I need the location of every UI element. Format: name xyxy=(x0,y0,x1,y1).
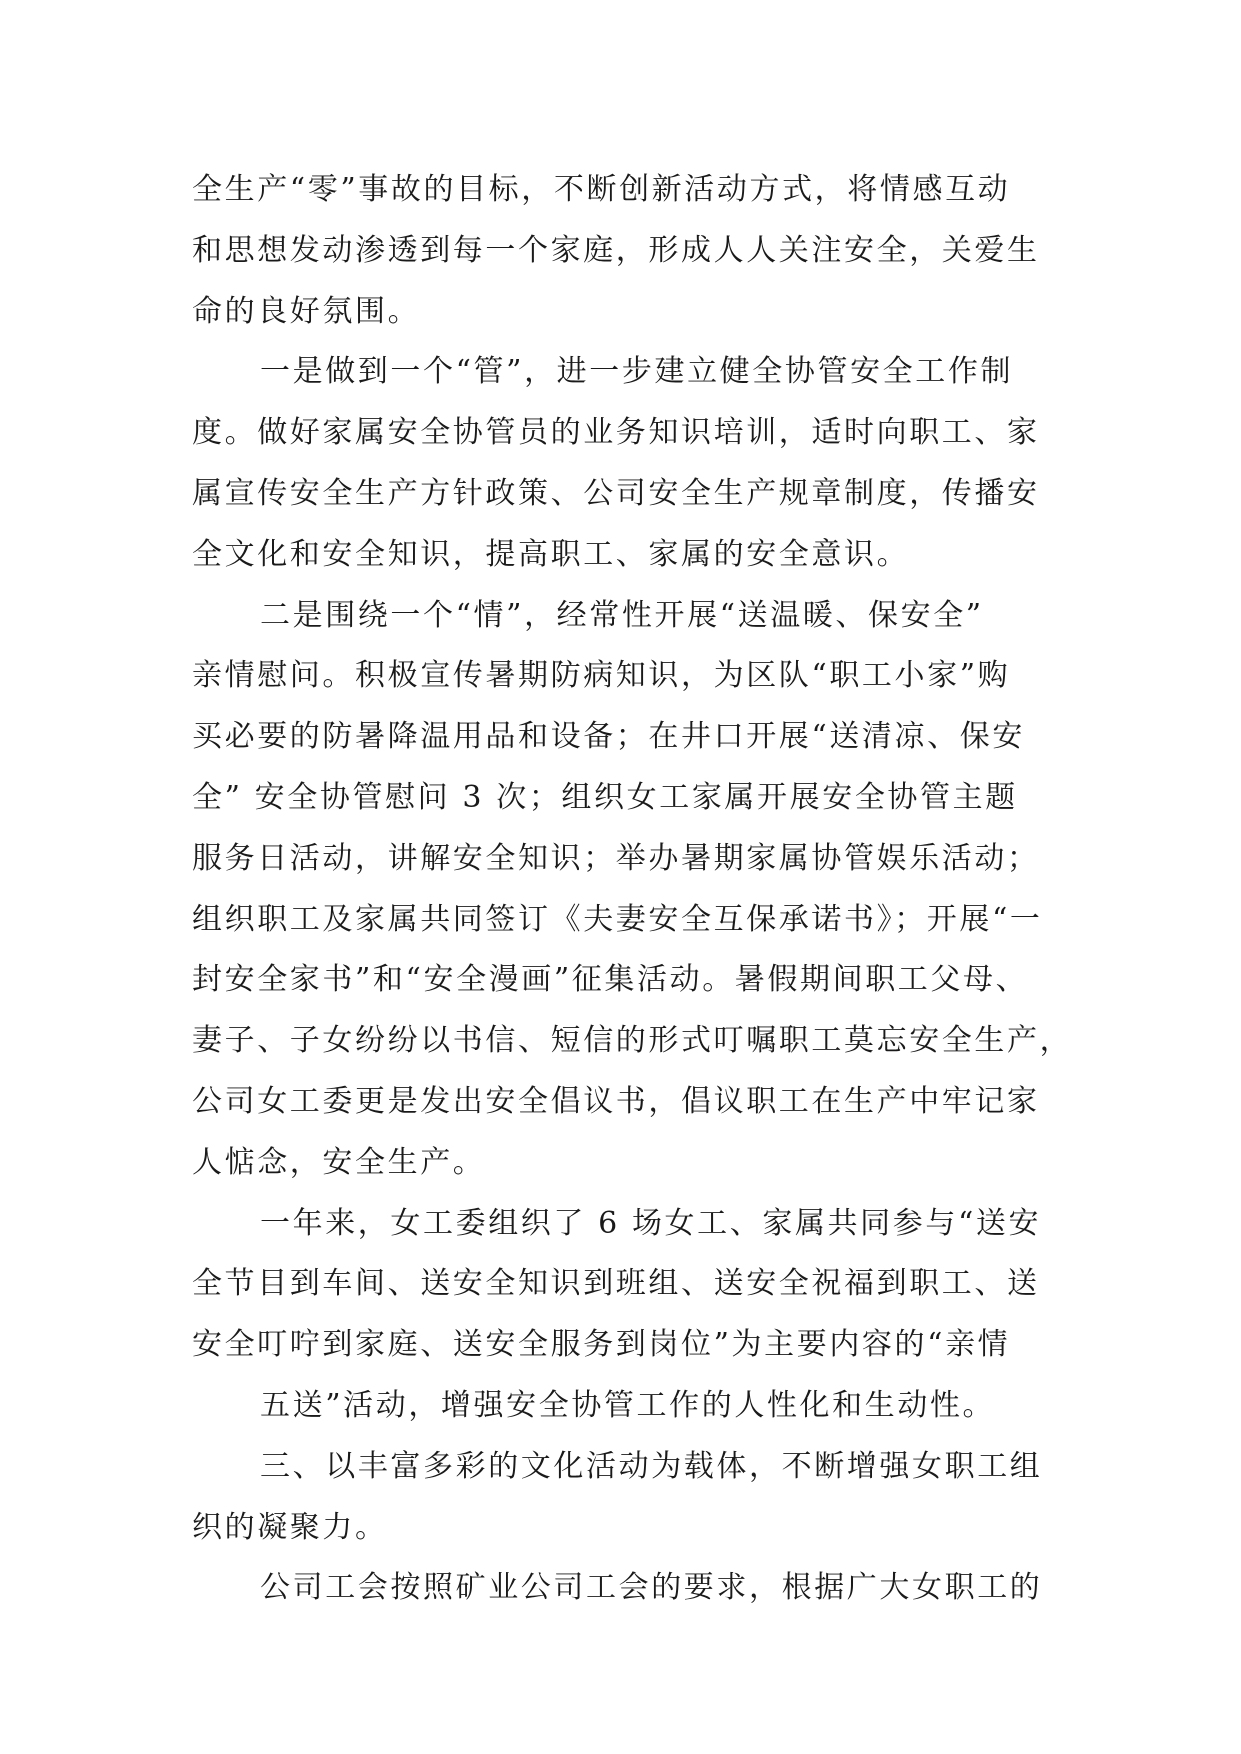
text-line: 公司工会按照矿业公司工会的要求，根据广大女职工的 xyxy=(260,1570,1043,1606)
text-line: 二是围绕一个“情”，经常性开展“送温暖、保安全” xyxy=(260,597,984,633)
text-line: 度。做好家属安全协管员的业务知识培训，适时向职工、家 xyxy=(192,415,1040,451)
text-line: 妻子、子女纷纷以书信、短信的形式叮嘱职工莫忘安全生产， xyxy=(192,1023,1073,1059)
text-line: 人惦念，安全生产。 xyxy=(192,1144,486,1180)
text-line: 全” 安全协管慰问 3 次；组织女工家属开展安全协管主题 xyxy=(192,779,1018,815)
text-line: 一年来，女工委组织了 6 场女工、家属共同参与“送安 xyxy=(260,1205,1042,1241)
text-line: 织的凝聚力。 xyxy=(192,1509,388,1545)
text-line: 属宣传安全生产方针政策、公司安全生产规章制度，传播安 xyxy=(192,475,1040,511)
text-line: 服务日活动，讲解安全知识；举办暑期家属协管娱乐活动； xyxy=(192,840,1040,876)
text-line: 三、以丰富多彩的文化活动为载体，不断增强女职工组 xyxy=(260,1448,1043,1484)
text-line: 亲情慰问。积极宣传暑期防病知识，为区队“职工小家”购 xyxy=(192,658,1011,694)
text-line: 买必要的防暑降温用品和设备；在井口开展“送清凉、保安 xyxy=(192,719,1025,755)
text-line: 封安全家书”和“安全漫画”征集活动。暑假期间职工父母、 xyxy=(192,962,1029,998)
text-line: 和思想发动渗透到每一个家庭，形成人人关注安全，关爱生 xyxy=(192,232,1040,268)
text-line: 全文化和安全知识，提高职工、家属的安全意识。 xyxy=(192,536,910,572)
text-line: 五送”活动，增强安全协管工作的人性化和生动性。 xyxy=(260,1387,996,1423)
text-line: 公司女工委更是发出安全倡议书，倡议职工在生产中牢记家 xyxy=(192,1083,1040,1119)
text-line: 命的良好氛围。 xyxy=(192,293,421,329)
text-line: 一是做到一个“管”，进一步建立健全协管安全工作制 xyxy=(260,354,1014,390)
document-body xyxy=(192,160,1073,1619)
text-line: 组织职工及家属共同签订《夫妻安全互保承诺书》；开展“一 xyxy=(192,901,1043,937)
text-line: 安全叮咛到家庭、送安全服务到岗位”为主要内容的“亲情 xyxy=(192,1327,1011,1363)
text-line: 全节目到车间、送安全知识到班组、送安全祝福到职工、送 xyxy=(192,1266,1040,1302)
text-line: 全生产“零”事故的目标，不断创新活动方式，将情感互动 xyxy=(192,172,1011,207)
